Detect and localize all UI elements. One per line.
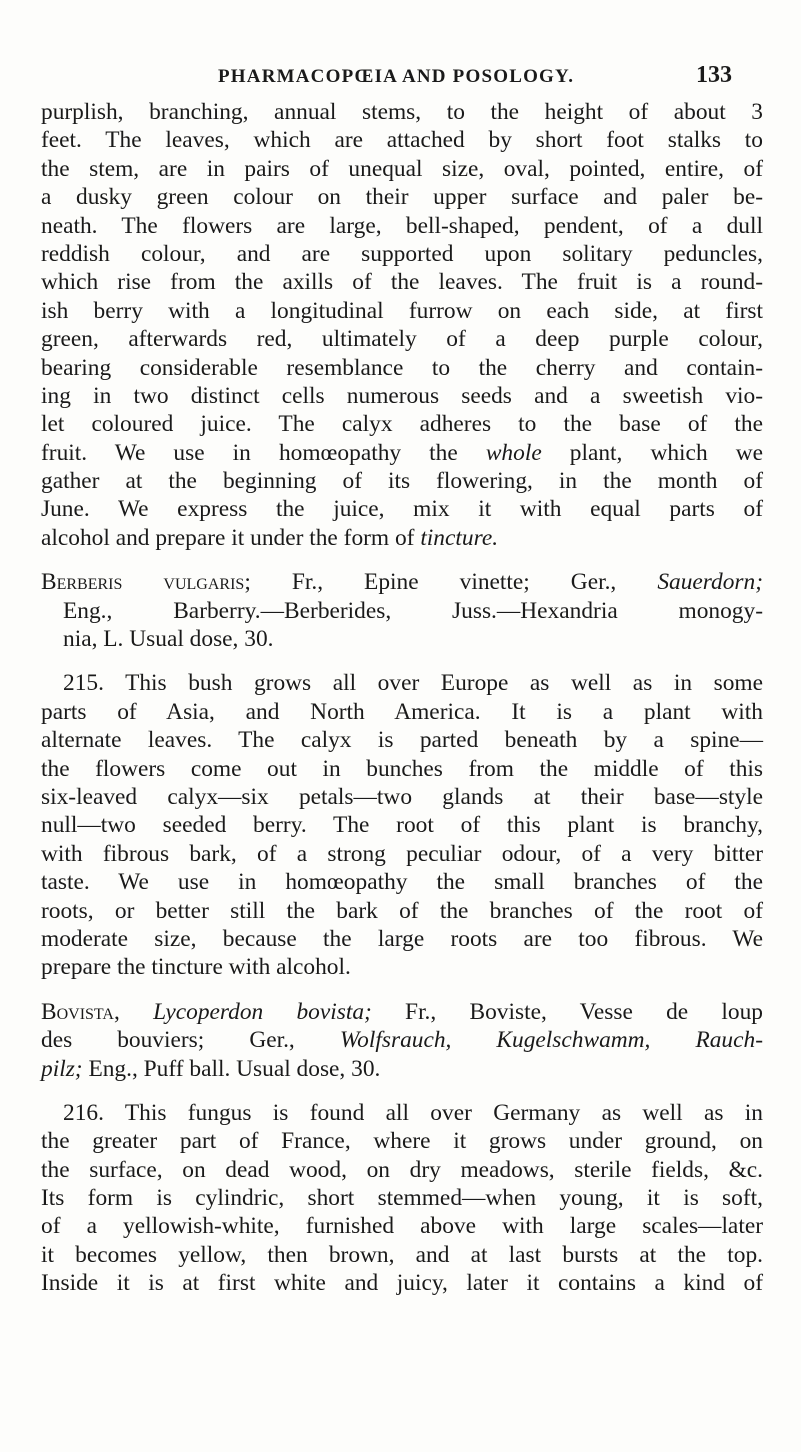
paragraph-215 <box>41 669 763 981</box>
text-line: Its form is cylindric, short stemmed—when young, it is soft, <box>41 1185 763 1212</box>
text-segment: , <box>113 998 154 1025</box>
running-head: PHARMACOPŒIA AND POSOLOGY. <box>218 66 575 87</box>
text-line: nia, L. Usual dose, 30. <box>63 626 274 653</box>
drug-name: Berberis vulgaris <box>41 569 245 596</box>
text-segment: des bouviers; Ger., <box>41 1027 340 1054</box>
text-line: reddish colour, and are supported upon solitary peduncles, <box>41 240 763 267</box>
text-line: neath. The flowers are large, bell-shaped, pendent, of a dull <box>41 212 763 239</box>
italic-term: tincture. <box>420 524 499 551</box>
italic-term: Wolfsrauch, Kugelschwamm, Rauch- <box>339 1027 763 1054</box>
italic-term: pilz; <box>41 1055 83 1082</box>
text-segment: ; Fr., Epine vinette; Ger., <box>244 569 658 596</box>
text-line <box>41 439 763 467</box>
text-line: gather at the beginning of its flowering, in the month of <box>41 468 763 495</box>
text-line <box>41 524 763 552</box>
text-line: let coloured juice. The calyx adheres to the base of the <box>41 411 763 438</box>
page-number: 133 <box>696 62 732 88</box>
italic-term: Sauerdorn; <box>657 569 763 596</box>
text-segment: plant, which we <box>541 439 763 466</box>
text-line: moderate size, because the large roots are too fibrous. We <box>41 925 763 952</box>
text-segment: fruit. We use in homœopathy the <box>41 439 486 466</box>
text-line <box>41 998 763 1026</box>
paragraph-belladonna-continuation <box>41 98 763 552</box>
paragraph-gap <box>41 1083 763 1099</box>
italic-term: whole <box>485 439 542 466</box>
drug-name: Bovista <box>41 998 114 1025</box>
text-line: alternate leaves. The calyx is parted beneath by a spine— <box>41 727 763 754</box>
text-line: 215. This bush grows all over Europe as well as in some <box>63 670 763 697</box>
body-text <box>41 98 763 1298</box>
text-line: ish berry with a longitudinal furrow on each side, at first <box>41 297 763 324</box>
paragraph-gap <box>41 552 763 568</box>
text-line: parts of Asia, and North America. It is a plant with <box>41 698 763 725</box>
paragraph-216 <box>41 1099 763 1298</box>
text-line: green, afterwards red, ultimately of a deep purple colour, <box>41 326 763 353</box>
text-line: the stem, are in pairs of unequal size, oval, pointed, entire, of <box>41 155 763 182</box>
paragraph-gap <box>41 982 763 998</box>
text-line: Eng., Barberry.—Berberides, Juss.—Hexandria monogy- <box>63 597 763 624</box>
text-line: which rise from the axills of the leaves. The fruit is a round- <box>41 269 763 296</box>
text-line: Inside it is at first white and juicy, later it contains a kind of <box>41 1270 763 1297</box>
text-line <box>41 1055 763 1083</box>
text-segment: Fr., Boviste, Vesse de loup <box>371 998 763 1025</box>
text-line: June. We express the juice, mix it with equal parts of <box>41 496 763 523</box>
text-line: the surface, on dead wood, on dry meadows, sterile fields, &c. <box>41 1156 763 1183</box>
text-line <box>41 1026 763 1054</box>
text-line: bearing considerable resemblance to the cherry and contain- <box>41 354 763 381</box>
text-line: six-leaved calyx—six petals—two glands at their base—style <box>41 783 763 810</box>
text-line: taste. We use in homœopathy the small branches of the <box>41 869 763 896</box>
text-line: roots, or better still the bark of the branches of the root of <box>41 897 763 924</box>
text-segment: Eng., Puff ball. Usual dose, 30. <box>82 1055 381 1082</box>
paragraph-gap <box>41 653 763 669</box>
text-line: the flowers come out in bunches from the middle of this <box>41 755 763 782</box>
text-line: 216. This fungus is found all over Germany as well as in <box>63 1099 763 1126</box>
text-line: with fibrous bark, of a strong peculiar odour, of a very bitter <box>41 840 763 867</box>
text-line: prepare the tincture with alcohol. <box>41 954 351 981</box>
italic-term: Lycoperdon bovista; <box>153 998 372 1025</box>
text-line: feet. The leaves, which are attached by short foot stalks to <box>41 127 763 154</box>
entry-bovista <box>41 998 763 1083</box>
entry-berberis-vulgaris <box>41 568 763 653</box>
text-line: purplish, branching, annual stems, to the height of about 3 <box>41 99 763 125</box>
text-line: it becomes yellow, then brown, and at last bursts at the top. <box>41 1241 763 1268</box>
text-line: the greater part of France, where it grows under ground, on <box>41 1128 763 1155</box>
text-line: of a yellowish-white, furnished above with large scales—later <box>41 1213 763 1240</box>
text-line <box>41 568 763 596</box>
text-line: a dusky green colour on their upper surface and paler be- <box>41 184 763 211</box>
text-line: ing in two distinct cells numerous seeds and a sweetish vio- <box>41 382 763 409</box>
text-segment: alcohol and prepare it under the form of <box>41 524 421 551</box>
text-line: null—two seeded berry. The root of this plant is branchy, <box>41 812 763 839</box>
